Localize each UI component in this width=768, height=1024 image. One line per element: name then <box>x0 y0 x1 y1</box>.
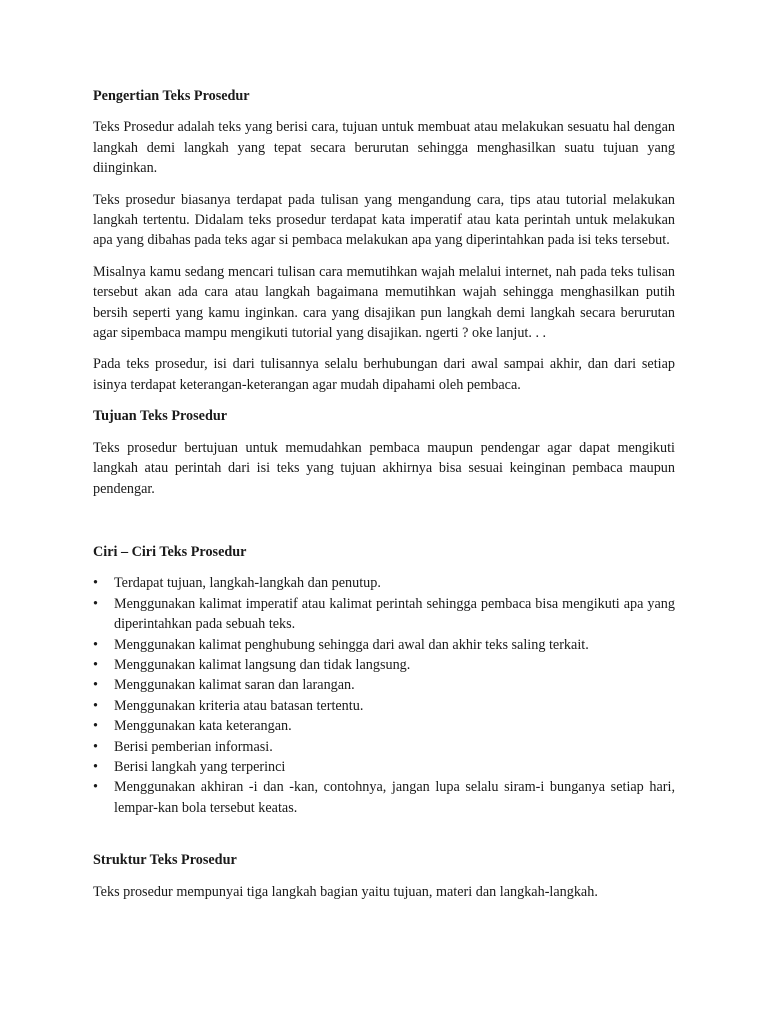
list-item-text: Menggunakan akhiran -i dan -kan, contohnya, jangan lupa selalu siram-i bunganya setiap hari, lempar-kan bola tersebut keatas. <box>114 779 675 816</box>
paragraph-pengertian-2: Teks prosedur biasanya terdapat pada tulisan yang mengandung cara, tips atau tutorial melakukan langkah tertentu. Didalam teks prosedur terdapat kata imperatif atau kata perintah untuk melakukan apa yang dibahas pada teks agar si pembaca melakukan apa yang diperintahkan pada isi teks tersebut. <box>93 191 675 249</box>
paragraph-tujuan-1: Teks prosedur bertujuan untuk memudahkan pembaca maupun pendengar agar dapat mengikuti langkah atau perintah dari isi teks yang tujuan akhirnya bisa sesuai keinginan pembaca maupun pendengar. <box>93 439 675 497</box>
bullet-icon: • <box>93 656 98 673</box>
bullet-icon: • <box>93 779 98 796</box>
list-item-text: Terdapat tujuan, langkah-langkah dan penutup. <box>114 575 381 592</box>
list-item-text: Berisi langkah yang terperinci <box>114 758 286 775</box>
paragraph-pengertian-3: Misalnya kamu sedang mencari tulisan cara memutihkan wajah melalui internet, nah pada teks tulisan tersebut akan ada cara atau langkah bagaimana memutihkan wajah sehingga menghasilkan putih bersih seperti yang kamu inginkan. cara yang disajikan pun langkah demi langkah secara berurutan agar sipembaca mampu mengikuti tutorial yang disajikan. ngerti ? oke lanjut. . . <box>93 263 675 342</box>
heading-tujuan: Tujuan Teks Prosedur <box>93 408 228 425</box>
list-item-text: Berisi pemberian informasi. <box>114 738 273 755</box>
list-item-text: Menggunakan kriteria atau batasan tertentu. <box>114 697 364 714</box>
ciri-list <box>93 573 675 818</box>
heading-struktur: Struktur Teks Prosedur <box>93 852 237 869</box>
bullet-icon: • <box>93 677 98 694</box>
paragraph-pengertian-1: Teks Prosedur adalah teks yang berisi cara, tujuan untuk membuat atau melakukan sesuatu hal dengan langkah demi langkah yang tepat secara berurutan sehingga menghasilkan suatu tujuan yang diinginkan. <box>93 119 675 177</box>
list-item <box>93 777 675 818</box>
bullet-icon: • <box>93 697 98 714</box>
bullet-icon: • <box>93 758 98 775</box>
heading-ciri: Ciri – Ciri Teks Prosedur <box>93 543 247 560</box>
document-page <box>93 86 675 913</box>
heading-pengertian: Pengertian Teks Prosedur <box>93 88 250 104</box>
section-gap <box>93 818 675 850</box>
list-item <box>93 716 675 736</box>
list-item-text: Menggunakan kalimat langsung dan tidak langsung. <box>114 656 411 673</box>
list-item <box>93 573 675 593</box>
list-item-text: Menggunakan kalimat saran dan larangan. <box>114 677 355 694</box>
list-item-text: Menggunakan kalimat imperatif atau kalimat perintah sehingga pembaca bisa mengikuti apa yang diperintahkan pada sebuah teks. <box>114 595 675 633</box>
list-item <box>93 635 675 655</box>
paragraph-pengertian-4: Pada teks prosedur, isi dari tulisannya selalu berhubungan dari awal sampai akhir, dan dari setiap isinya terdapat keterangan-keterangan agar mudah dipahami oleh pembaca. <box>93 356 675 393</box>
list-item-text: Menggunakan kata keterangan. <box>114 718 292 735</box>
list-item <box>93 696 675 716</box>
section-gap <box>93 510 675 542</box>
paragraph-struktur-1: Teks prosedur mempunyai tiga langkah bagian yaitu tujuan, materi dan langkah-langkah. <box>93 883 598 900</box>
list-item <box>93 737 675 757</box>
bullet-icon: • <box>93 738 98 755</box>
list-item <box>93 675 675 695</box>
bullet-icon: • <box>93 575 98 592</box>
bullet-icon: • <box>93 636 98 653</box>
list-item <box>93 594 675 635</box>
list-item <box>93 757 675 777</box>
list-item-text: Menggunakan kalimat penghubung sehingga dari awal dan akhir teks saling terkait. <box>114 636 589 653</box>
list-item <box>93 655 675 675</box>
bullet-icon: • <box>93 718 98 735</box>
bullet-icon: • <box>93 595 98 612</box>
